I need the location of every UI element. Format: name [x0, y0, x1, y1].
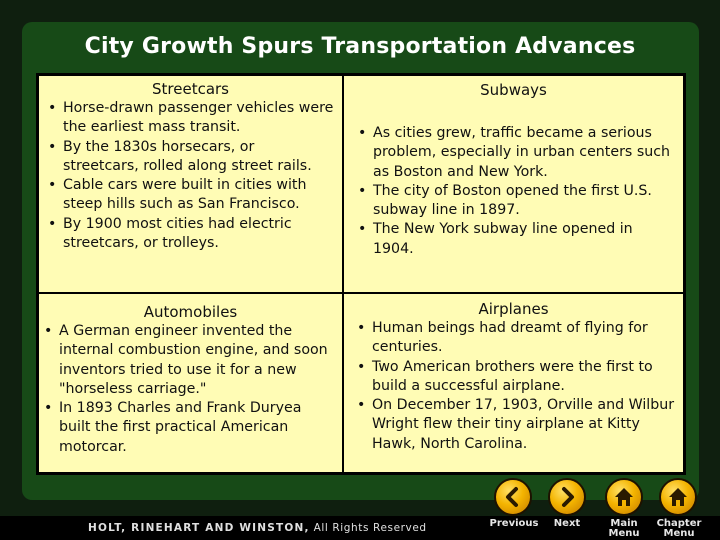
- list-item: • A German engineer invented the internal combustion engine, and soon inventors tried to use it for a new "horseless carriage.": [39, 322, 336, 399]
- list-item: • As cities grew, traffic became a serious problem, especially in urban centers such as Boston and New York.: [353, 124, 675, 182]
- subways-list: [344, 124, 683, 259]
- automobiles-cell: [38, 293, 343, 473]
- chapter-menu-label-line2: Menu: [663, 528, 695, 539]
- main-menu-label-line1: Main: [610, 518, 638, 529]
- airplanes-cell: [343, 293, 684, 473]
- airplanes-list: [344, 319, 683, 454]
- subways-cell: [343, 75, 684, 293]
- chapter-menu-label-line1: Chapter: [656, 518, 702, 529]
- streetcars-heading: Streetcars: [152, 80, 229, 98]
- list-item: • In 1893 Charles and Frank Duryea built the first practical American motorcar.: [39, 399, 336, 457]
- airplanes-heading: Airplanes: [478, 300, 549, 318]
- list-item: • Human beings had dreamt of flying for centuries.: [352, 319, 677, 358]
- previous-label[interactable]: Previous: [489, 518, 539, 529]
- arrow-right-icon: [550, 480, 584, 514]
- automobiles-list: [39, 322, 342, 457]
- rights-text: All Rights Reserved: [309, 522, 427, 534]
- main-menu-button[interactable]: [605, 478, 643, 516]
- chapter-menu-button[interactable]: [659, 478, 697, 516]
- list-item: • Cable cars were built in cities with steep hills such as San Francisco.: [43, 176, 334, 215]
- arrow-left-icon: [496, 480, 530, 514]
- slide-title: City Growth Spurs Transportation Advances: [84, 34, 636, 59]
- list-item: • The city of Boston opened the first U.S. subway line in 1897.: [353, 182, 675, 221]
- previous-button[interactable]: [494, 478, 532, 516]
- home-icon: [661, 480, 695, 514]
- main-menu-label-line2: Menu: [608, 528, 640, 539]
- publisher-credit: [88, 522, 427, 534]
- publisher-name: HOLT, RINEHART AND WINSTON,: [88, 522, 310, 534]
- list-item: • The New York subway line opened in 1904.: [353, 220, 675, 259]
- chapter-menu-label[interactable]: [652, 519, 706, 539]
- next-label[interactable]: Next: [553, 518, 581, 529]
- streetcars-cell: [38, 75, 343, 293]
- automobiles-heading: Automobiles: [143, 303, 238, 321]
- next-button[interactable]: [548, 478, 586, 516]
- subways-heading: Subways: [480, 81, 547, 99]
- list-item: • On December 17, 1903, Orville and Wilbur Wright flew their tiny airplane at Kitty Hawk, North Carolina.: [352, 396, 677, 454]
- list-item: • Horse-drawn passenger vehicles were the earliest mass transit.: [43, 99, 334, 138]
- list-item: • Two American brothers were the first to build a successful airplane.: [352, 358, 677, 397]
- main-menu-label[interactable]: [604, 519, 644, 539]
- list-item: • By the 1830s horsecars, or streetcars, rolled along street rails.: [43, 138, 334, 177]
- home-icon: [607, 480, 641, 514]
- list-item: • By 1900 most cities had electric streetcars, or trolleys.: [43, 215, 334, 254]
- content-table: [36, 73, 686, 475]
- streetcars-list: [39, 99, 342, 253]
